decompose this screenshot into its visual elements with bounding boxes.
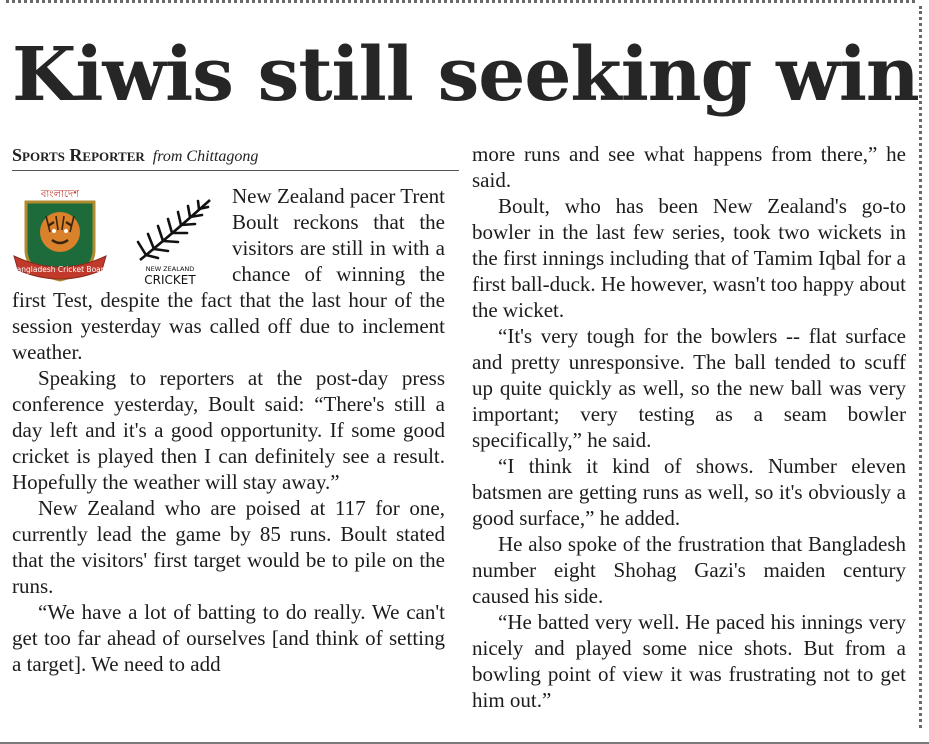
byline-role: Sports Reporter [12, 145, 145, 165]
paragraph-left-2: Speaking to reporters at the post-day press conference yesterday, Boult said: “There's still a day left and it's a good opportunity. If some good cricket is played then I can definitely see a result. Hopefully the weather will stay away.” [12, 366, 445, 494]
nz-small-text: NEW ZEALAND [145, 265, 195, 273]
paragraph-right-3: “It's very tough for the bowlers -- flat surface and pretty unresponsive. The ball tended to scuff up quite quickly as well, so the new ball was very important; very testing as a seam bowler specifically,” he said. [472, 324, 906, 452]
bcb-banner-text: Bangladesh Cricket Board [12, 265, 108, 274]
paragraph-right-5: He also spoke of the frustration that Bangladesh number eight Shohag Gazi's maiden century caused his side. [472, 532, 906, 608]
paragraph-right-1: more runs and see what happens from there,” he said. [472, 142, 906, 192]
tiger-crest-icon [12, 186, 108, 284]
nz-main-text: CRICKET [144, 273, 196, 286]
logos-block [12, 186, 226, 286]
byline [12, 145, 459, 171]
paragraph-left-1: New Zealand pacer Trent Boult reckons that the visitors are still in with a chance of winning the first Test, despite the fact that the last hour of the session yesterday was called off due to inclement weather. [12, 184, 445, 364]
bcb-arc-text: বাংলাদেশ [40, 189, 80, 200]
top-dotted-border [6, 0, 915, 11]
paragraph-right-2: Boult, who has been New Zealand's go-to bowler in the last few series, took two wickets in the first innings including that of Tamim Iqbal for a first ball-duck. He however, wasn't too happy about the wicket. [472, 194, 906, 322]
article-column-left [12, 183, 445, 677]
silver-fern-icon [124, 194, 216, 286]
paragraph-left-3: New Zealand who are poised at 117 for one, currently lead the game by 85 runs. Boult stated that the visitors' first target would be to pile on the runs. [12, 496, 445, 598]
byline-location: from Chittagong [152, 148, 259, 165]
headline: Kiwis still seeking win [12, 32, 919, 118]
paragraph-right-6: “He batted very well. He paced his innings very nicely and played some nice shots. But from a bowling point of view it was frustrating not to get him out.” [472, 610, 906, 712]
article-column-right [472, 141, 906, 713]
paragraph-left-4: “We have a lot of batting to do really. We can't get too far ahead of ourselves [and think of setting a target]. We need to add [12, 600, 445, 676]
paragraph-right-4: “I think it kind of shows. Number eleven batsmen are getting runs as well, so it's obviously a good surface,” he added. [472, 454, 906, 530]
